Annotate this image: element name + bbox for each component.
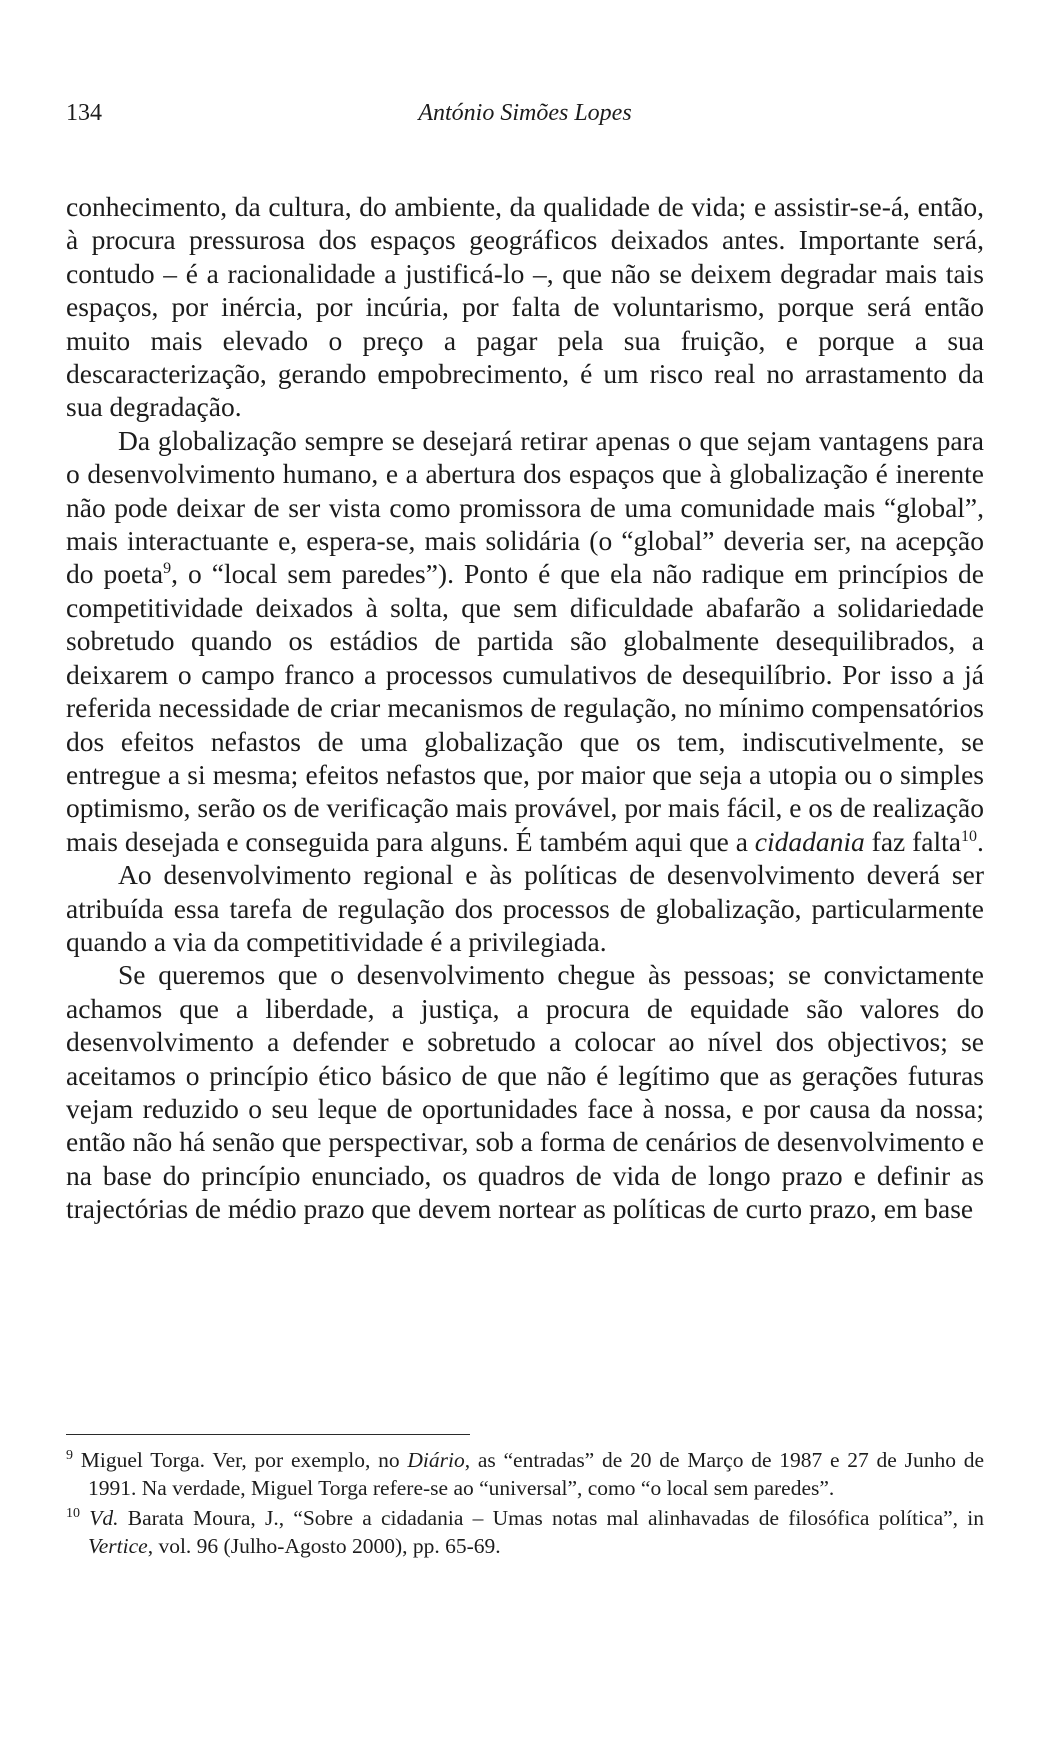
footnote-9-italic: Diário <box>407 1448 465 1472</box>
footnote-9-text-b: , as “entradas” de 20 de Março de 1987 e 27 de Junho de 1991. Na verdade, Miguel Torga refere-se ao “universal”, como “o local sem paredes”. <box>88 1448 985 1500</box>
footnote-10-text-a: Barata Moura, J., “Sobre a cidadania – Umas notas mal alinhavadas de filosófica política”, in <box>118 1506 985 1530</box>
page-header <box>66 100 984 132</box>
footnote-separator <box>66 1434 470 1435</box>
paragraph-2-text-c: faz falta <box>864 825 961 857</box>
running-head-author: António Simões Lopes <box>418 100 632 126</box>
paragraph-2-text-a: Da globalização sempre se desejará retirar apenas o que sejam vantagens para o desenvolvimento humano, e a abertura dos espaços que à globalização é inerente não pode deixar de ser vista como promissora de uma comunidade mais “global”, mais interactuante e, espera-se, mais solidária (o “global” deveria ser, na acepção do poeta <box>66 424 984 590</box>
footnote-10-italic-vertice: Vertice <box>88 1533 148 1558</box>
paragraph-2 <box>66 424 984 858</box>
footnote-ref-10: 10 <box>960 827 977 845</box>
footnote-9-number: 9 <box>66 1447 73 1463</box>
footnotes <box>66 1447 984 1563</box>
footnote-9-text-a: Miguel Torga. Ver, por exemplo, no <box>80 1448 408 1472</box>
paragraph-4-text: Se queremos que o desenvolvimento chegue às pessoas; se convictamente achamos que a liberdade, a justiça, a procura de equidade são valores do desenvolvimento a defender e sobretudo a colocar ao nível dos objectivos; se aceitamos o princípio ético básico de que não é legítimo que as gerações futuras vejam reduzido o seu leque de oportunidades face à nossa, e por causa da nossa; então não há senão que perspectivar, sob a forma de cenários de desenvolvimento e na base do princípio enunciado, os quadros de vida de longo prazo e definir as trajectórias de médio prazo que devem nortear as políticas de curto prazo, em base <box>66 959 984 1225</box>
emphasis-cidadania: cidadania <box>754 825 865 857</box>
footnote-9 <box>66 1447 984 1502</box>
footnote-10-italic-vd: Vd. <box>89 1506 119 1530</box>
paragraph-3-text: Ao desenvolvimento regional e às políticas de desenvolvimento deverá ser atribuída essa tarefa de regulação dos processos de globalização, particularmente quando a via da competitividade é a privilegiada. <box>66 859 984 957</box>
page-number: 134 <box>66 100 102 126</box>
paragraph-2-text-b: , o “local sem paredes”). Ponto é que ela não radique em princípios de competitividade deixados à solta, que sem dificuldade abafarão a solidariedade sobretudo quando os estádios de partida são globalmente desequilibrados, a deixarem o campo franco a processos cumulativos de desequilíbrio. Por isso a já referida necessidade de criar mecanismos de regulação, no mínimo compensatórios dos efeitos nefastos de uma globalização que os tem, indiscutivelmente, se entregue a si mesma; efeitos nefastos que, por maior que seja a utopia ou o simples optimismo, serão os de verificação mais provável, por mais fácil, e os de realização mais desejada e conseguida para alguns. É também aqui que a <box>66 558 984 857</box>
footnote-10-text-b: , vol. 96 (Julho-Agosto 2000), pp. 65-69. <box>147 1533 501 1558</box>
paragraph-3 <box>66 858 984 958</box>
footnote-10 <box>66 1505 984 1560</box>
paragraph-1-text: conhecimento, da cultura, do ambiente, da qualidade de vida; e assistir-se-á, então, à procura pressurosa dos espaços geográficos deixados antes. Importante será, contudo – é a racionalidade a justificá-lo –, que não se deixem degradar mais tais espaços, por inércia, por incúria, por falta de voluntarismo, porque será então muito mais elevado o preço a pagar pela sua fruição, e porque a sua descaracterização, gerando empobrecimento, é um risco real no arrastamento da sua degradação. <box>66 191 984 423</box>
footnote-10-number: 10 <box>66 1505 80 1521</box>
body-text <box>66 190 984 1226</box>
paragraph-2-text-d: . <box>976 825 984 857</box>
paragraph-4 <box>66 958 984 1225</box>
paragraph-1 <box>66 190 984 424</box>
footnote-ref-9: 9 <box>163 560 172 578</box>
